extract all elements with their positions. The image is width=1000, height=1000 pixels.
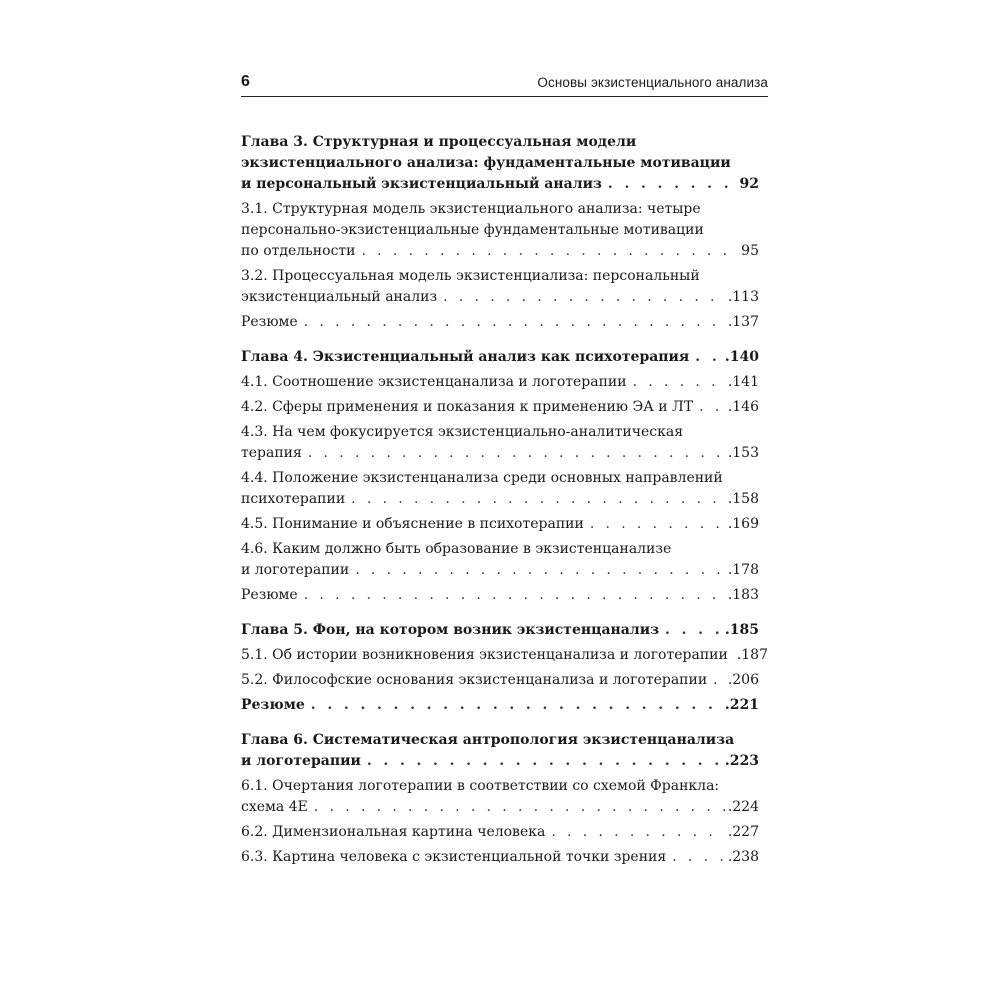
chapter-title-page-number: .185 — [724, 622, 759, 638]
section-entry-page-number: .206 — [727, 672, 759, 688]
chapter-title — [241, 730, 759, 772]
section-entry-leader-line — [241, 797, 759, 818]
section-entry-text: схема 4Е — [241, 799, 308, 815]
section-entry — [241, 822, 759, 843]
section-entry-text-line: персонально-экзистенциальные фундаментальные мотивации — [241, 222, 704, 238]
summary-entry-leader-line — [241, 585, 759, 606]
section-entry-page-number: .141 — [727, 374, 759, 390]
chapter-title-text: Глава 4. Экзистенциальный анализ как психотерапия — [241, 349, 690, 365]
section-entry — [241, 372, 759, 393]
chapter-title-text-line: Глава 3. Структурная и процессуальная модели — [241, 134, 637, 150]
section-entry-text-line: 6.1. Очертания логотерапии в соответствии со схемой Франкла: — [241, 778, 720, 794]
section-entry-leader-line — [241, 514, 759, 535]
chapter-title-page-number: .223 — [724, 753, 759, 769]
dot-leader — [443, 287, 725, 308]
section-entry-leader-line — [241, 372, 759, 393]
dot-leader — [699, 397, 725, 418]
section-entry-leader-line — [241, 241, 759, 262]
summary-entry — [241, 312, 759, 333]
chapter-title-page-number: .140 — [724, 349, 759, 365]
section-entry — [241, 422, 759, 464]
section-entry-text: 4.2. Сферы применения и показания к применению ЭА и ЛТ — [241, 399, 694, 415]
page-header — [241, 72, 768, 97]
chapter-title-text-line: Глава 6. Систематическая антропология экзистенцанализа — [241, 732, 735, 748]
section-entry-text: 4.5. Понимание и объяснение в психотерапии — [241, 516, 584, 532]
section-entry-text: терапия — [241, 445, 302, 461]
section-entry-leader-line — [241, 397, 759, 418]
dot-leader — [672, 847, 725, 868]
summary-entry — [241, 585, 759, 606]
dot-leader — [304, 312, 725, 333]
summary-entry-leader-line — [241, 695, 759, 716]
section-entry-leader-line — [241, 847, 759, 868]
section-entry-text-line: 4.3. На чем фокусируется экзистенциально-аналитическая — [241, 424, 684, 440]
summary-entry-text: Резюме — [241, 697, 305, 713]
dot-leader — [551, 822, 725, 843]
section-entry-page-number: 95 — [741, 243, 759, 259]
chapter-title-leader-line — [241, 751, 759, 772]
dot-leader — [713, 670, 725, 691]
section-entry — [241, 199, 759, 262]
chapter-title — [241, 132, 759, 195]
section-entry — [241, 670, 759, 691]
chapter-title-page-number: 92 — [739, 176, 759, 192]
dot-leader — [608, 174, 737, 195]
dot-leader — [304, 585, 725, 606]
chapter-title-text: и персональный экзистенциальный анализ — [241, 176, 602, 192]
dot-leader — [367, 751, 722, 772]
section-entry-text: экзистенциальный анализ — [241, 289, 438, 305]
section-entry-page-number: .113 — [727, 289, 759, 305]
summary-entry-leader-line — [241, 312, 759, 333]
section-entry-page-number: .153 — [727, 445, 759, 461]
chapter-title-text: Глава 5. Фон, на котором возник экзистенцанализ — [241, 622, 660, 638]
summary-entry-page-number: .137 — [727, 314, 759, 330]
section-entry-page-number: .158 — [727, 491, 759, 507]
table-of-contents — [241, 132, 768, 882]
section-entry — [241, 266, 759, 308]
section-entry-leader-line — [241, 287, 759, 308]
section-entry-text: и логотерапии — [241, 562, 350, 578]
chapter-title-text-line: экзистенциального анализа: фундаментальные мотивации — [241, 155, 731, 171]
chapter-section — [241, 132, 759, 333]
running-title: Основы экзистенциального анализа — [537, 75, 768, 90]
section-entry-leader-line — [241, 645, 768, 666]
section-entry-leader-line — [241, 489, 759, 510]
summary-entry-page-number: .221 — [724, 697, 759, 713]
chapter-title-leader-line — [241, 620, 759, 641]
section-entry — [241, 397, 759, 418]
section-entry — [241, 468, 759, 510]
section-entry-text-line: 3.2. Процессуальная модель экзистенциализа: персональный — [241, 268, 700, 284]
section-entry-page-number: .238 — [727, 849, 759, 865]
section-entry-leader-line — [241, 443, 759, 464]
section-entry — [241, 539, 759, 581]
section-entry-leader-line — [241, 670, 759, 691]
chapter-section — [241, 620, 768, 716]
section-entry-text: 5.2. Философские основания экзистенцанализа и логотерапии — [241, 672, 708, 688]
section-entry-leader-line — [241, 560, 759, 581]
chapter-section — [241, 347, 759, 606]
section-entry-page-number: .146 — [727, 399, 759, 415]
dot-leader — [311, 695, 722, 716]
summary-entry-text: Резюме — [241, 314, 298, 330]
chapter-title — [241, 347, 759, 368]
section-entry-text-line: 4.4. Положение экзистенцанализа среди основных направлений — [241, 470, 723, 486]
section-entry-text: 4.1. Соотношение экзистенцанализа и логотерапии — [241, 374, 627, 390]
section-entry-text: 5.1. Об истории возникновения экзистенцанализа и логотерапии — [241, 647, 728, 663]
page-number: 6 — [241, 73, 250, 90]
dot-leader — [665, 620, 722, 641]
section-entry — [241, 776, 759, 818]
section-entry-text: по отдельности — [241, 243, 356, 259]
section-entry-leader-line — [241, 822, 759, 843]
chapter-title-leader-line — [241, 347, 759, 368]
section-entry-page-number: .178 — [727, 562, 759, 578]
summary-entry-page-number: .183 — [727, 587, 759, 603]
section-entry — [241, 645, 768, 666]
section-entry-text: психотерапии — [241, 491, 346, 507]
summary-entry-text: Резюме — [241, 587, 298, 603]
section-entry-text-line: 4.6. Каким должно быть образование в экзистенцанализе — [241, 541, 672, 557]
dot-leader — [355, 560, 725, 581]
dot-leader — [308, 443, 725, 464]
dot-leader — [351, 489, 725, 510]
dot-leader — [590, 514, 725, 535]
section-entry-text: 6.3. Картина человека с экзистенциальной точки зрения — [241, 849, 667, 865]
chapter-title-text: и логотерапии — [241, 753, 361, 769]
section-entry-text-line: 3.1. Структурная модель экзистенциального анализа: четыре — [241, 201, 701, 217]
dot-leader — [314, 797, 725, 818]
section-entry-page-number: .224 — [727, 799, 759, 815]
section-entry-page-number: .227 — [727, 824, 759, 840]
section-entry — [241, 514, 759, 535]
summary-entry — [241, 695, 759, 716]
chapter-title-leader-line — [241, 174, 759, 195]
dot-leader — [633, 372, 725, 393]
dot-leader — [695, 347, 722, 368]
section-entry — [241, 847, 759, 868]
dot-leader — [361, 241, 738, 262]
chapter-title — [241, 620, 759, 641]
section-entry-page-number: .187 — [736, 647, 768, 663]
chapter-section — [241, 730, 759, 868]
section-entry-text: 6.2. Димензиональная картина человека — [241, 824, 546, 840]
section-entry-page-number: .169 — [727, 516, 759, 532]
